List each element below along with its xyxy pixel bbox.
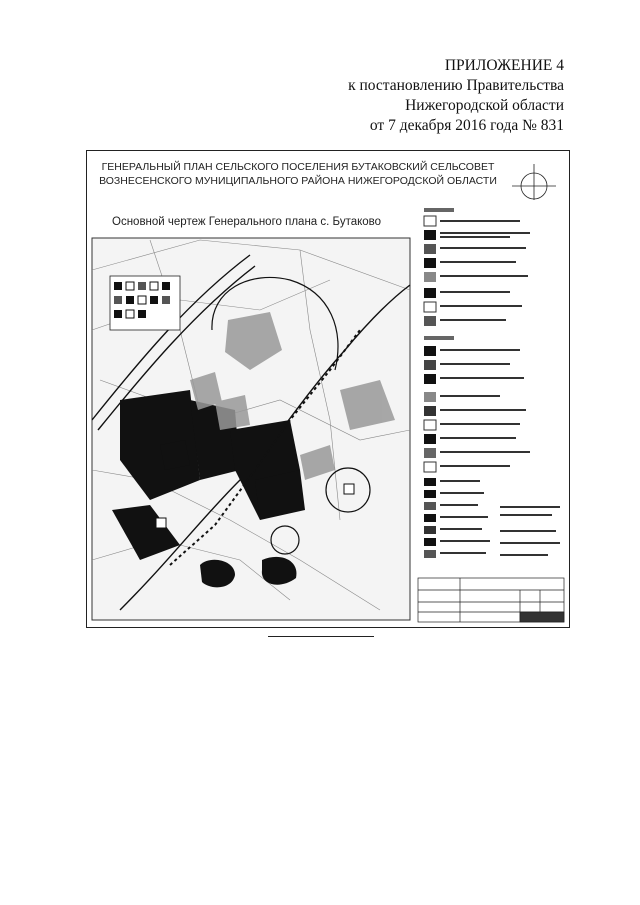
map-title (98, 160, 498, 188)
signature-line (268, 636, 374, 637)
appendix-date-line: от 7 декабря 2016 года № 831 (369, 117, 564, 134)
map-title-line1: ГЕНЕРАЛЬНЫЙ ПЛАН СЕЛЬСКОГО ПОСЕЛЕНИЯ БУТАКОВСКИЙ СЕЛЬСОВЕТ (101, 161, 495, 173)
appendix-region-line: Нижегородской области (405, 97, 564, 114)
map-subtitle: Основной чертеж Генерального плана с. Бутаково (112, 216, 382, 228)
map-building-symbol (344, 484, 354, 494)
map-title-line2: ВОЗНЕСЕНСКОГО МУНИЦИПАЛЬНОГО РАЙОНА НИЖЕГОРОДСКОЙ ОБЛАСТИ (99, 175, 497, 187)
map-monument-symbol (156, 518, 166, 528)
title-block-stamp (418, 578, 564, 622)
appendix-number: ПРИЛОЖЕНИЕ 4 (444, 57, 564, 74)
map-inset-symbols (110, 276, 180, 330)
appendix-decree-line: к постановлению Правительства (348, 77, 564, 94)
map-area (92, 238, 410, 620)
legend-column (420, 200, 560, 572)
